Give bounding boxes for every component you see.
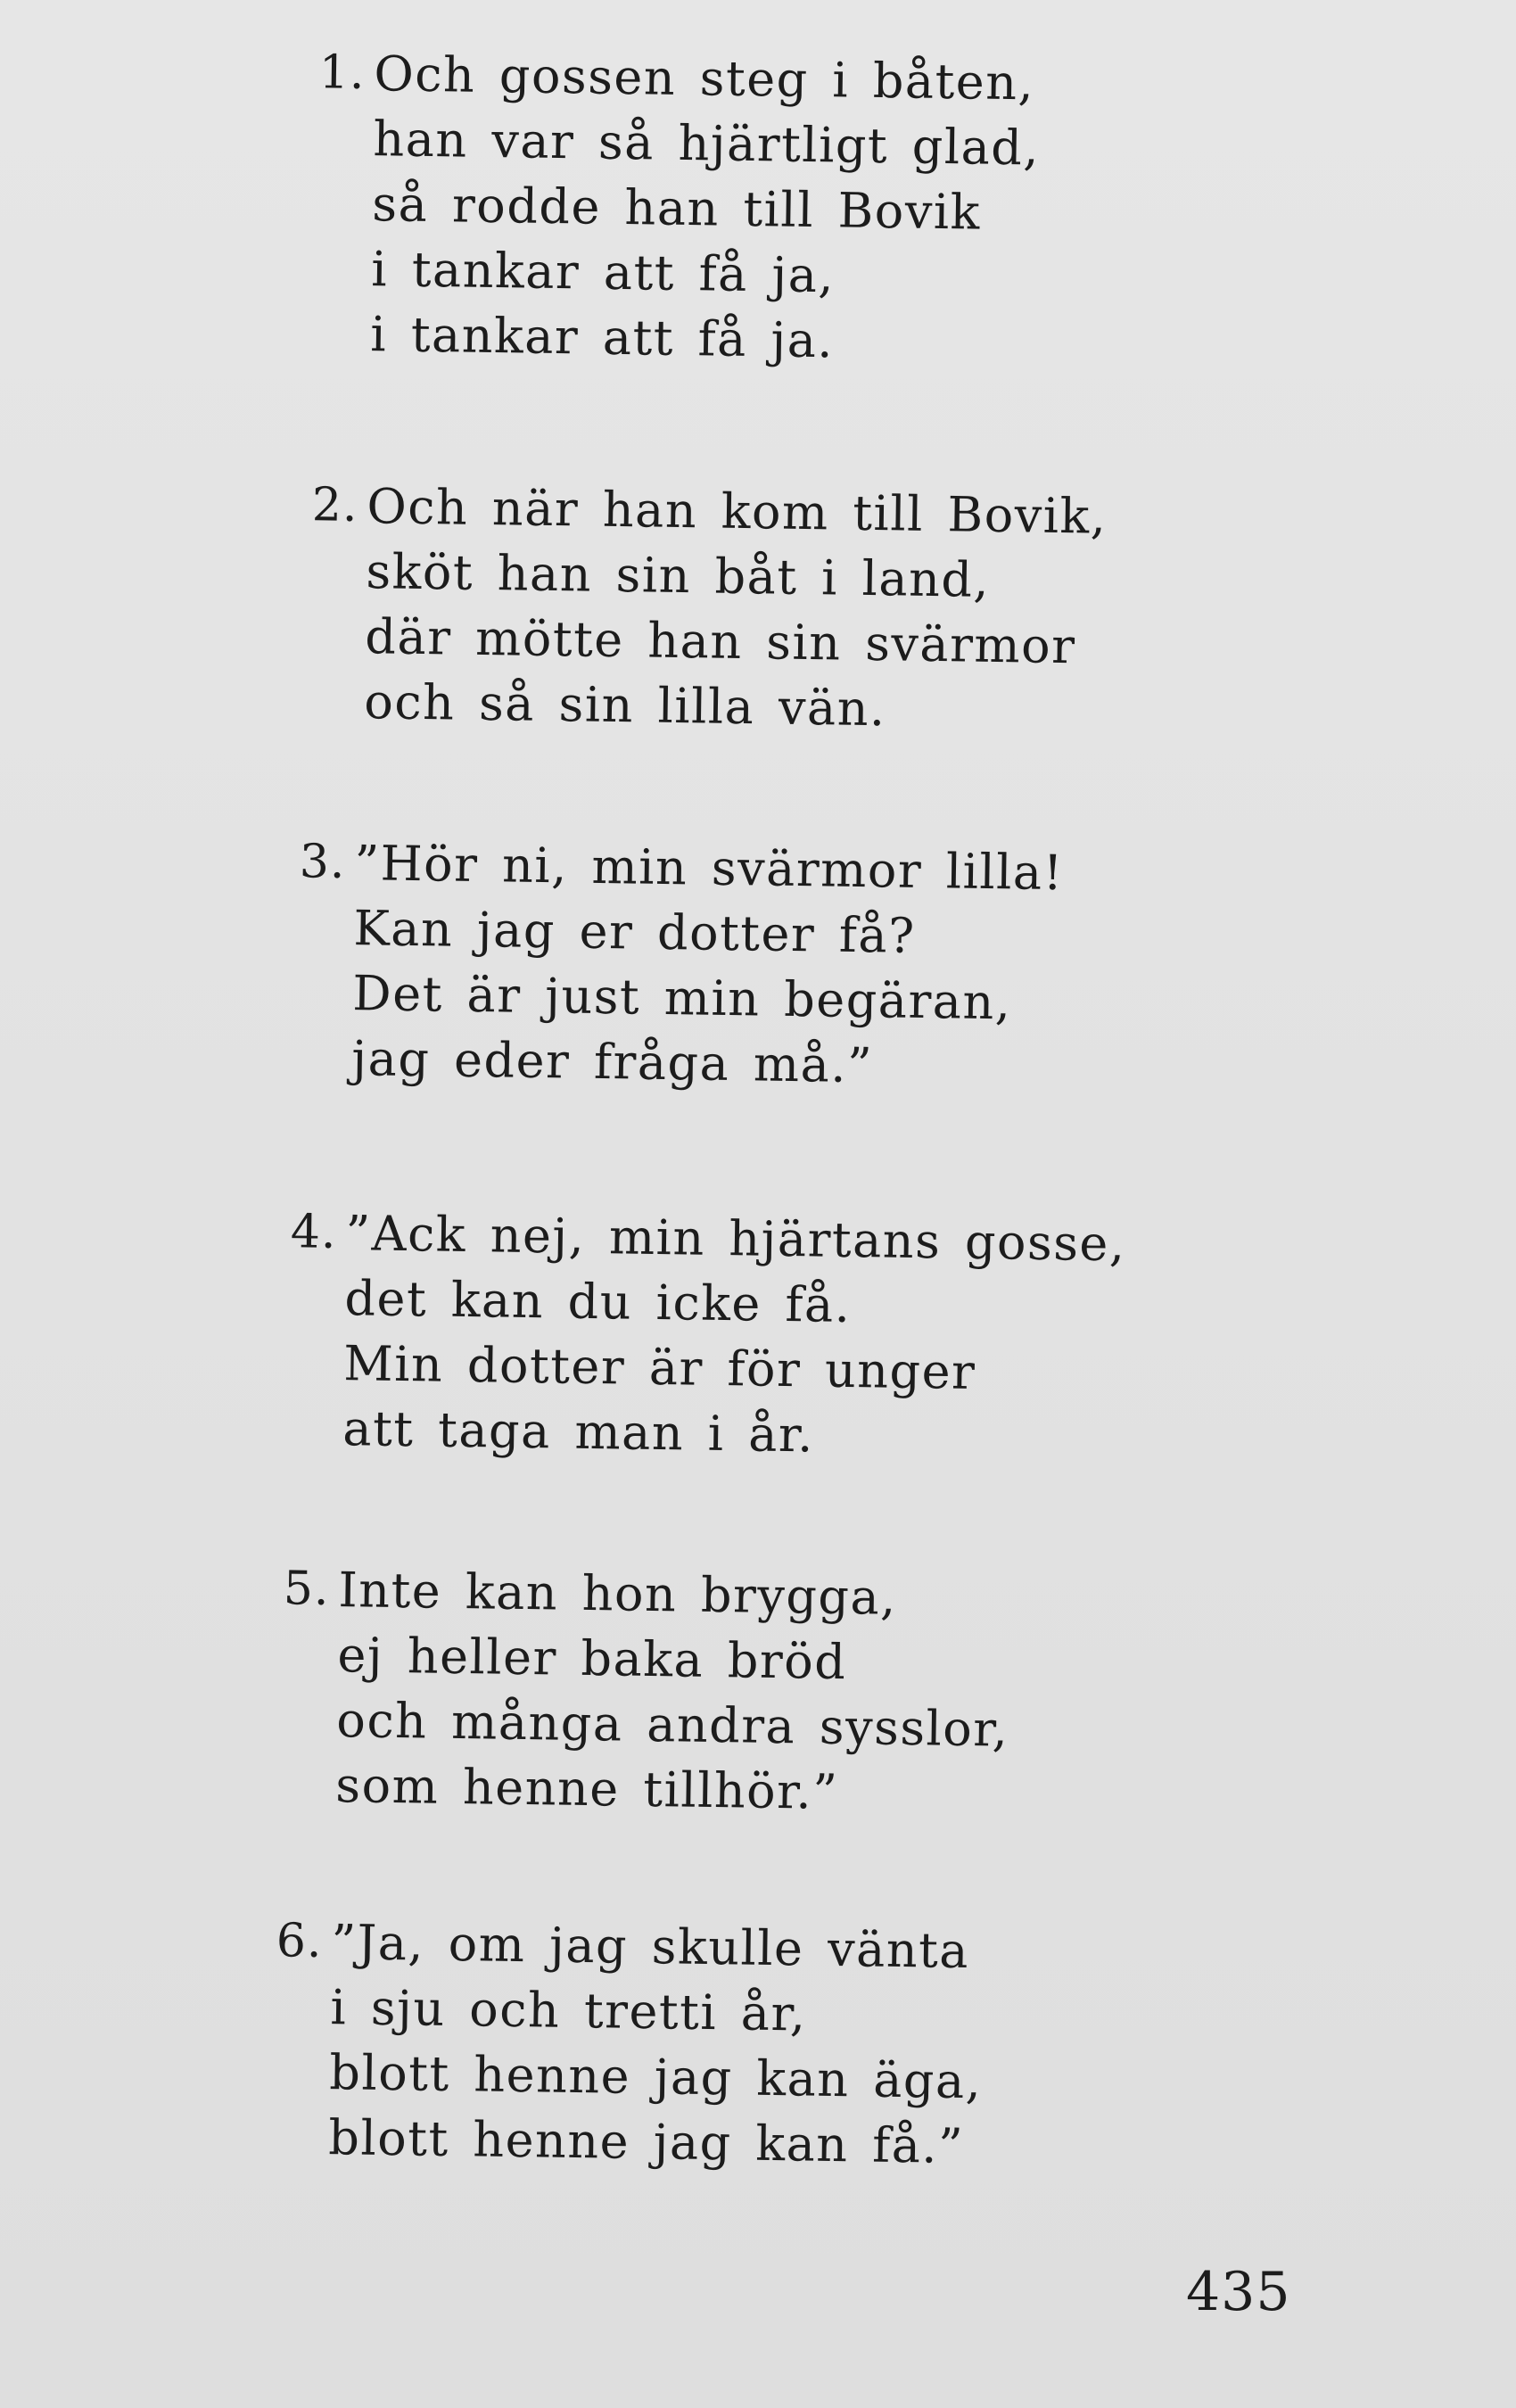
verse-number: 4. [290,1205,337,1259]
verse-line: sköt han sin båt i land, [366,543,991,608]
verse-line: så rodde han till Bovik [372,176,982,241]
verse-lines [328,1909,985,2179]
verse-number: 3. [299,835,346,889]
verse-line: Inte kan hon brygga, [338,1562,898,1626]
verse-line: blott henne jag kan få.” [327,2109,965,2175]
verse-lines [335,1557,1011,1827]
verse-line: i sju och tretti år, [330,1979,807,2042]
verse-line: att taga man i år. [342,1400,815,1464]
verse-lines [370,41,1042,375]
verse-line: i tankar att få ja, [370,241,836,304]
verse-number: 5. [283,1562,330,1616]
page-number: 435 [1186,2261,1291,2323]
verse-number: 6. [276,1914,323,1968]
verse-line: ”Ja, om jag skulle vänta [331,1914,970,1980]
verse-line: ej heller baka bröd [337,1627,847,1691]
verse-line: Min dotter är för unger [343,1335,976,1400]
verse-line: Kan jag er dotter få? [353,900,916,964]
verse-lines [342,1200,1126,1472]
verse-lines [364,474,1108,745]
verse-line: som henne tillhör.” [334,1757,839,1820]
verse-line: där mötte han sin svärmor [365,608,1076,675]
verse-number: 2. [311,478,358,532]
verse-line: och så sin lilla vän. [363,673,887,738]
verse-line: i tankar att få ja. [369,306,835,369]
verse-line: Och när han kom till Bovik, [367,478,1108,545]
verse-line: Det är just min begäran, [352,965,1012,1031]
verse-lines [351,830,1064,1101]
verse-number: 1. [318,45,366,100]
verse-line: ”Ack nej, min hjärtans gosse, [345,1205,1127,1273]
verse-line: och många andra sysslor, [336,1692,1009,1758]
verse-line: jag eder fråga må.” [350,1030,874,1094]
verse-line: Och gossen steg i båten, [374,45,1035,111]
verse-line: ”Hör ni, min svärmor lilla! [354,835,1065,902]
verse-line: det kan du icke få. [344,1270,852,1334]
verse-line: han var så hjärtligt glad, [373,111,1041,177]
verse-line: blott henne jag kan äga, [329,2044,983,2110]
